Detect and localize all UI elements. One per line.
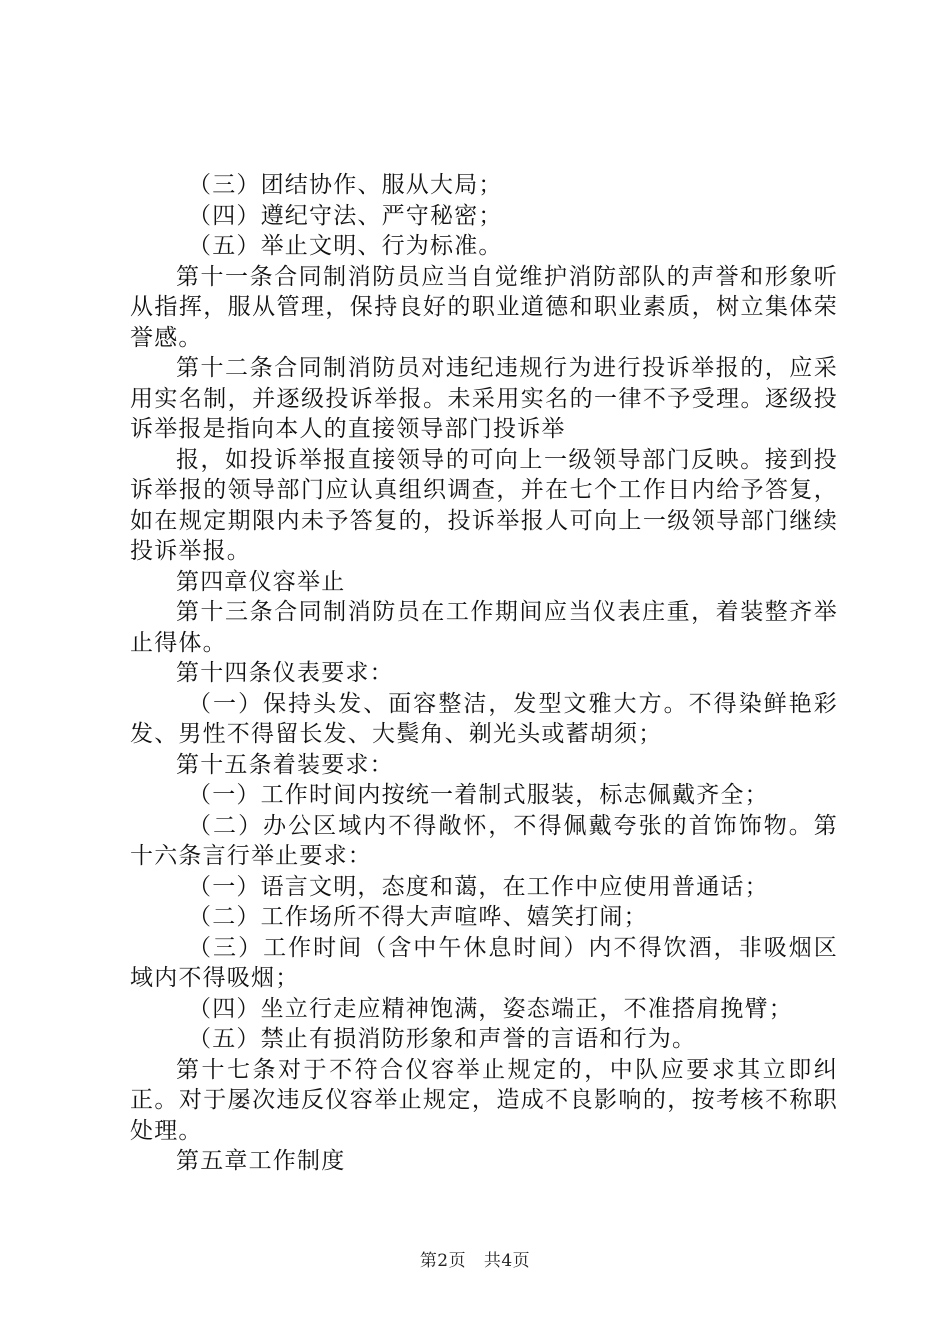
page-footer bbox=[0, 1246, 950, 1271]
paragraph: （四）坐立行走应精神饱满，姿态端正，不准搭肩挽臂； bbox=[188, 995, 793, 1022]
paragraph: 第十七条对于不符合仪容举止规定的，中队应要求其立即纠正。对于屡次违反仪容举止规定，造成不良影响的，按考核不称职处理。 bbox=[130, 1056, 838, 1144]
paragraph: （一）工作时间内按统一着制式服装，标志佩戴齐全； bbox=[188, 782, 769, 808]
paragraph: 报，如投诉举报直接领导的可向上一级领导部门反映。接到投诉举报的领导部门应认真组织调查，并在七个工作日内给予答复，如在规定期限内未予答复的，投诉举报人可向上一级领导部门继续投诉举报。 bbox=[130, 446, 838, 564]
page-separator bbox=[472, 1251, 478, 1271]
paragraph: 第十四条仪表要求： bbox=[176, 660, 394, 686]
paragraph: （三）团结协作、服从大局； bbox=[188, 172, 503, 198]
paragraph: （五）禁止有损消防形象和声誉的言语和行为。 bbox=[188, 1026, 697, 1052]
paragraph: （二）工作场所不得大声喧哗、嬉笑打闹； bbox=[188, 904, 648, 930]
document-body bbox=[130, 170, 838, 1177]
paragraph: 第十一条合同制消防员应当自觉维护消防部队的声誉和形象听从指挥，服从管理，保持良好的职业道德和职业素质，树立集体荣誉感。 bbox=[130, 263, 838, 351]
paragraph: （五）举止文明、行为标准。 bbox=[188, 233, 503, 259]
page-total: 共4页 bbox=[483, 1251, 531, 1271]
page-number: 第2页 bbox=[419, 1251, 467, 1271]
paragraph: （二）办公区域内不得敞怀，不得佩戴夸张的首饰饰物。第十六条言行举止要求： bbox=[130, 812, 838, 869]
paragraph: （一）语言文明，态度和蔼，在工作中应使用普通话； bbox=[188, 873, 769, 900]
paragraph: （三）工作时间（含中午休息时间）内不得饮酒，非吸烟区域内不得吸烟； bbox=[130, 934, 838, 991]
paragraph: 第十二条合同制消防员对违纪违规行为进行投诉举报的，应采用实名制，并逐级投诉举报。未采用实名的一律不予受理。逐级投诉举报是指向本人的直接领导部门投诉举 bbox=[130, 355, 838, 442]
paragraph: 第十三条合同制消防员在工作期间应当仪表庄重，着装整齐举止得体。 bbox=[130, 599, 838, 656]
chapter-heading: 第四章仪容举止 bbox=[176, 568, 346, 595]
chapter-heading: 第五章工作制度 bbox=[176, 1148, 346, 1174]
paragraph: （四）遵纪守法、严守秘密； bbox=[188, 202, 503, 229]
paragraph: 第十五条着装要求： bbox=[176, 751, 394, 778]
paragraph: （一）保持头发、面容整洁，发型文雅大方。不得染鲜艳彩发、男性不得留长发、大鬓角、剃光头或蓄胡须； bbox=[130, 690, 838, 747]
